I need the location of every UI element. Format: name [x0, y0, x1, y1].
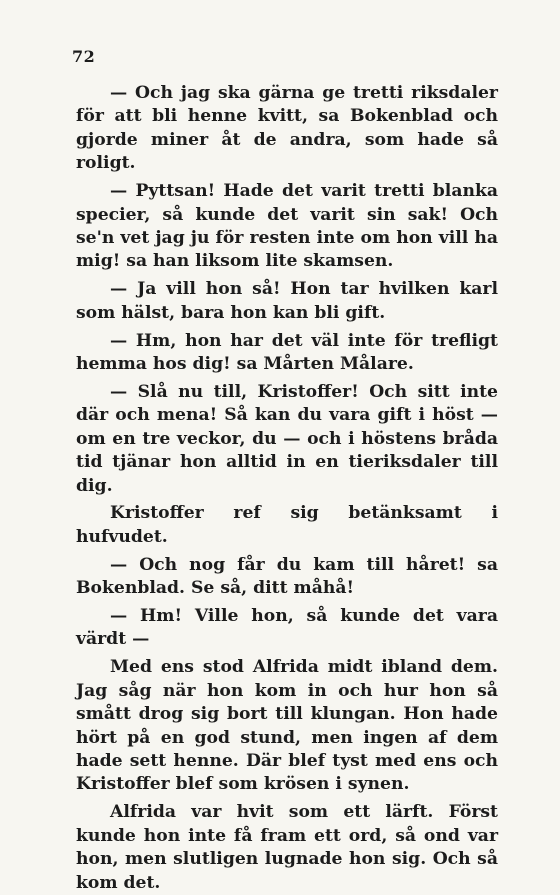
paragraph: — Ja vill hon så! Hon tar hvilken karl som hälst, bara hon kan bli gift.: [76, 279, 498, 323]
paragraph: — Och nog får du kam till håret! sa Bokenblad. Se så, ditt måhå!: [76, 554, 498, 599]
paragraph: Alfrida var hvit som ett lärft. Först kunde hon inte få fram ett ord, så ond var hon, men slutligen lugnade hon sig. Och så kom det.: [76, 802, 498, 893]
paragraph: — Slå nu till, Kristoffer! Och sitt inte där och mena! Så kan du vara gift i höst — om en tre veckor, du — och i höstens bråda tid tjänar hon alltid in en tieriksdaler till dig.: [76, 381, 498, 496]
paragraph: — Pyttsan! Hade det varit tretti blanka specier, så kunde det varit sin sak! Och se'n vet jag ju för resten inte om hon vill ha mig! sa han liksom lite skamsen.: [76, 181, 498, 272]
paragraph: Med ens stod Alfrida midt ibland dem. Jag såg när hon kom in och hur hon så smått drog sig bort till klungan. Hon hade hört på en god stund, men ingen af dem hade sett henne. Där blef tyst med ens och Kristoffer blef som krösen i synen.: [76, 657, 498, 795]
paragraph: Kristoffer ref sig betänksamt i hufvudet.: [76, 503, 498, 547]
paragraph: — Hm! Ville hon, så kunde det vara värdt —: [76, 606, 498, 650]
page-number: 72: [72, 47, 96, 66]
paragraph: — Och jag ska gärna ge tretti riksdaler för att bli henne kvitt, sa Bokenblad och gjorde miner åt de andra, som hade så roligt.: [76, 83, 498, 174]
body-text: [76, 82, 498, 895]
paragraph: — Hm, hon har det väl inte för trefligt hemma hos dig! sa Mårten Målare.: [76, 330, 498, 374]
